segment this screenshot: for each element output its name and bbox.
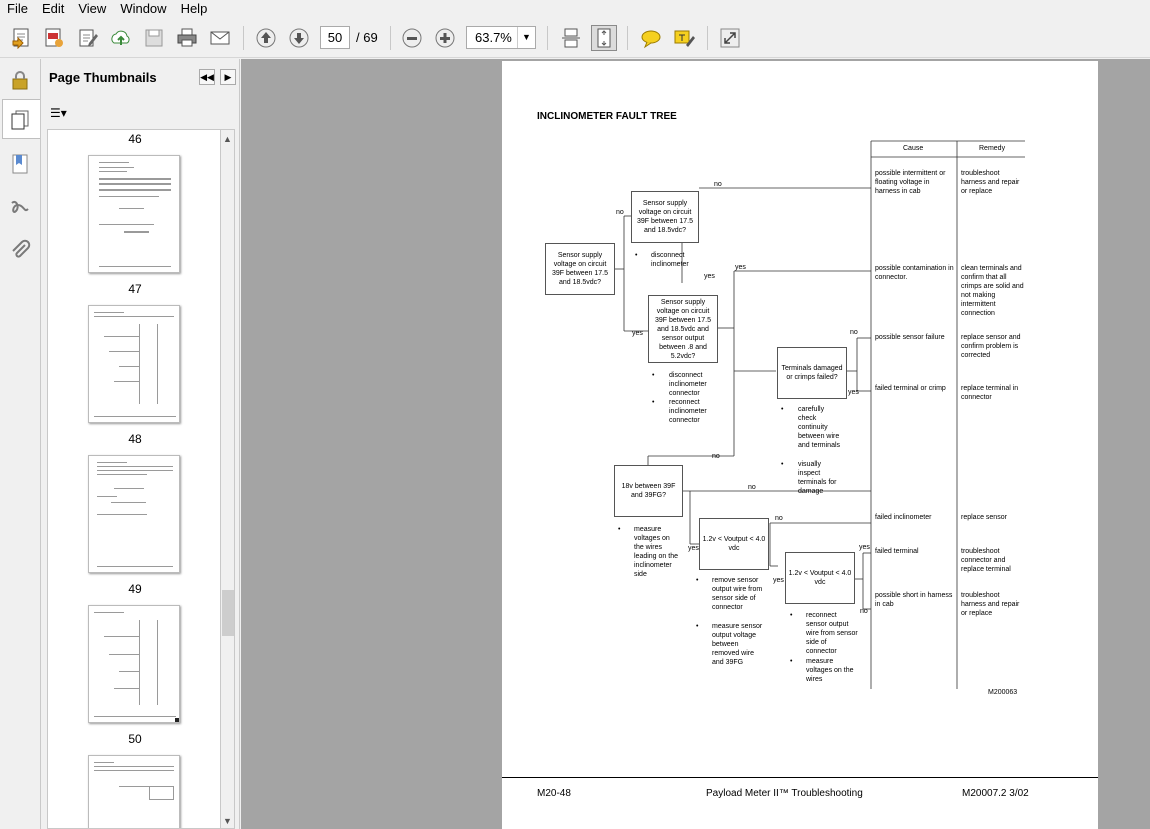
note-bullet: •	[696, 577, 699, 584]
zoom-select[interactable]	[466, 26, 536, 49]
cause-text: possible sensor failure	[875, 334, 945, 341]
branch-label: yes	[773, 577, 784, 584]
remedy-text: replace sensor and confirm problem is corrected	[961, 334, 1021, 359]
thumbnail-page[interactable]	[88, 155, 180, 273]
save-icon[interactable]	[141, 25, 167, 51]
decision-box: 1.2v < Voutput < 4.0 vdc	[699, 518, 769, 570]
lock-icon[interactable]	[7, 67, 33, 93]
note-bullet: •	[618, 526, 621, 533]
page-title: INCLINOMETER FAULT TREE	[537, 111, 677, 122]
page-number-input[interactable]: 50	[320, 26, 350, 49]
highlight-icon[interactable]	[671, 25, 697, 51]
remedy-text: troubleshoot harness and repair or replace	[961, 170, 1020, 195]
thumbnail-page[interactable]	[88, 605, 180, 723]
scroll-up-icon[interactable]: ▲	[223, 134, 232, 144]
note-bullet: •	[790, 612, 793, 619]
menu-file[interactable]: File	[7, 1, 28, 16]
panel-title: Page Thumbnails	[49, 70, 157, 85]
zoom-in-icon[interactable]	[432, 25, 458, 51]
decision-box: Sensor supply voltage on circuit 39F between 17.5 and 18.5vdc?	[545, 243, 615, 295]
thumbnail-page-current[interactable]	[88, 755, 180, 829]
thumbnail-page[interactable]	[88, 455, 180, 573]
create-pdf-icon[interactable]	[41, 25, 67, 51]
full-screen-icon[interactable]	[717, 25, 743, 51]
branch-label: yes	[848, 389, 859, 396]
navigation-rail	[0, 59, 41, 829]
previous-page-icon[interactable]	[253, 25, 279, 51]
note-bullet: •	[790, 658, 793, 665]
zoom-value: 63.7%	[475, 30, 512, 45]
note-text: reconnect sensor output wire from sensor side of connector	[806, 612, 858, 655]
expand-panel-icon[interactable]: ▶	[220, 69, 236, 85]
footer-center: Payload Meter II™ Troubleshooting	[706, 788, 863, 799]
menu-edit[interactable]: Edit	[41, 1, 65, 16]
branch-label: no	[850, 329, 858, 336]
cause-text: possible intermittent or floating voltage in harness in cab	[875, 170, 946, 195]
note-text: measure voltages on the wires leading on the inclinometer side	[634, 526, 678, 578]
note-text: measure sensor output voltage between removed wire and 39FG	[712, 623, 763, 666]
branch-label: no	[712, 453, 720, 460]
comment-icon[interactable]	[638, 25, 664, 51]
thumbnails-panel	[42, 59, 240, 829]
bookmarks-icon[interactable]	[7, 151, 33, 177]
menu-help[interactable]: Help	[180, 1, 208, 16]
note-text: remove sensor output wire from sensor side of connector	[712, 577, 763, 611]
edit-icon[interactable]	[75, 25, 101, 51]
cause-text: possible short in harness in cab	[875, 592, 953, 608]
options-menu-icon[interactable]: ☰▾	[50, 106, 67, 120]
cause-text: possible contamination in connector.	[875, 265, 954, 281]
remedy-text: troubleshoot connector and replace terminal	[961, 548, 1011, 573]
scrolling-mode-icon[interactable]	[558, 25, 584, 51]
thumbnail-label: 48	[128, 432, 142, 446]
menu-window[interactable]: Window	[120, 1, 167, 16]
decision-box: 18v between 39F and 39FG?	[614, 465, 683, 517]
branch-label: no	[616, 209, 624, 216]
note-bullet: •	[781, 406, 784, 413]
signatures-icon[interactable]	[7, 195, 33, 221]
menu-view[interactable]: View	[78, 1, 107, 16]
branch-label: no	[860, 608, 868, 615]
cause-text: failed inclinometer	[875, 514, 932, 521]
footer-left: M20-48	[537, 788, 571, 799]
note-text: disconnect inclinometer	[651, 252, 689, 268]
note-bullet: •	[696, 623, 699, 630]
fit-page-icon[interactable]	[591, 25, 617, 51]
zoom-out-icon[interactable]	[399, 25, 425, 51]
next-page-icon[interactable]	[286, 25, 312, 51]
remedy-text: replace sensor	[961, 514, 1007, 521]
note-bullet: •	[635, 252, 638, 259]
scroll-thumb[interactable]	[222, 590, 234, 636]
decision-box: Sensor supply voltage on circuit 39F between 17.5 and 18.5vdc and sensor output between .8 and 5.2vdc?	[648, 295, 718, 363]
note-bullet: •	[781, 461, 784, 468]
toolbar	[0, 18, 1150, 58]
branch-label: yes	[735, 264, 746, 271]
print-icon[interactable]	[174, 25, 200, 51]
page-total: / 69	[356, 30, 378, 45]
cause-text: failed terminal	[875, 548, 919, 555]
document-view[interactable]	[241, 59, 1150, 829]
open-icon[interactable]	[9, 25, 35, 51]
branch-label: no	[748, 484, 756, 491]
branch-label: no	[775, 515, 783, 522]
branch-label: yes	[632, 330, 643, 337]
email-icon[interactable]	[207, 25, 233, 51]
thumbnail-label: 46	[128, 132, 142, 146]
decision-box: 1.2v < Voutput < 4.0 vdc	[785, 552, 855, 604]
remedy-text: replace terminal in connector	[961, 385, 1019, 401]
chevron-down-icon[interactable]: ▼	[517, 27, 535, 48]
remedy-text: clean terminals and confirm that all crimps are solid and not making intermittent connection	[961, 265, 1024, 317]
thumbnail-label: 50	[128, 732, 142, 746]
scroll-down-icon[interactable]: ▼	[223, 816, 232, 826]
branch-label: yes	[704, 273, 715, 280]
note-text: reconnect inclinometer connector	[669, 399, 707, 424]
page-thumbnails-icon[interactable]	[7, 107, 33, 133]
figure-id: M200063	[988, 689, 1018, 696]
footer-right: M20007.2 3/02	[962, 788, 1029, 799]
branch-label: yes	[688, 545, 699, 552]
note-text: visually inspect terminals for damage	[798, 461, 837, 495]
header-cause: Cause	[903, 145, 924, 152]
note-text: disconnect inclinometer connector	[669, 372, 707, 397]
thumbnail-label: 49	[128, 582, 142, 596]
thumbnail-scrollbar[interactable]	[221, 129, 235, 829]
pdf-page	[502, 61, 1098, 829]
note-text: measure voltages on the wires	[806, 658, 854, 683]
remedy-text: troubleshoot harness and repair or replace	[961, 592, 1020, 617]
thumbnail-label: 47	[128, 282, 142, 296]
collapse-panel-icon[interactable]: ◀◀	[199, 69, 215, 85]
thumbnail-page[interactable]	[88, 305, 180, 423]
footer-rule	[502, 777, 1098, 778]
header-remedy: Remedy	[979, 145, 1006, 152]
thumbnail-list[interactable]	[47, 129, 221, 829]
upload-icon[interactable]	[108, 25, 134, 51]
note-text: carefully check continuity between wire and terminals	[798, 406, 841, 449]
branch-label: yes	[859, 544, 870, 551]
menu-bar	[0, 0, 1150, 18]
branch-label: no	[714, 181, 722, 188]
cause-text: failed terminal or crimp	[875, 385, 946, 392]
note-bullet: •	[652, 372, 655, 379]
attachments-icon[interactable]	[7, 237, 33, 263]
note-bullet: •	[652, 399, 655, 406]
decision-box: Sensor supply voltage on circuit 39F between 17.5 and 18.5vdc?	[631, 191, 699, 243]
decision-box: Terminals damaged or crimps failed?	[777, 347, 847, 399]
